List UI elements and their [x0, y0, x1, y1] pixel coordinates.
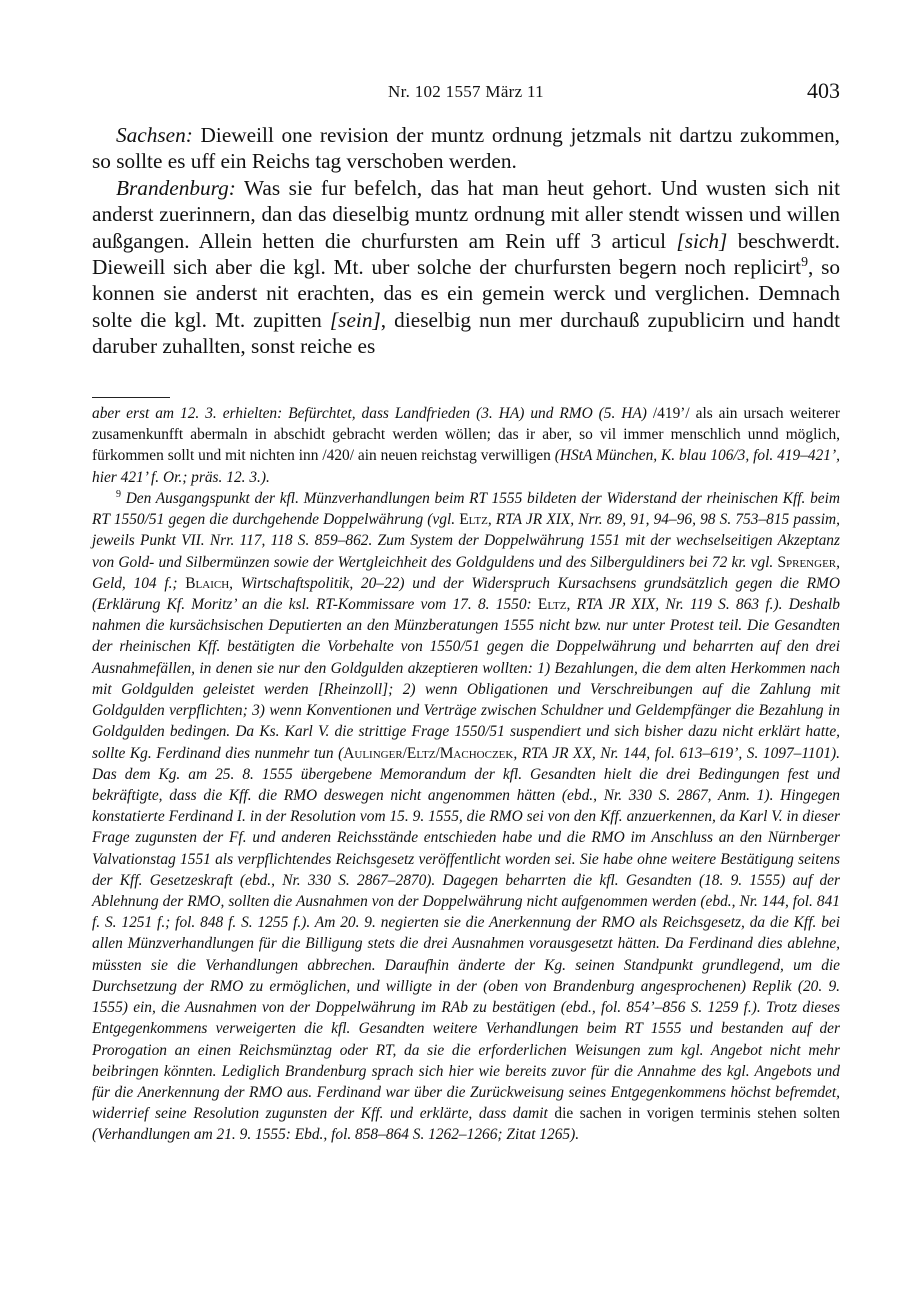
running-header: [92, 78, 840, 108]
footnote-text: aber erst am 12. 3. erhielten: Befürchtet, dass Landfrieden (3. HA) und RMO (5. HA): [92, 405, 647, 422]
footnote-divider: [92, 397, 170, 398]
main-text: [92, 122, 840, 360]
speaker-sachsen: Sachsen:: [116, 123, 193, 147]
footnote-text: Den Ausgangspunkt der kfl. Münzverhandlungen beim RT 1555 bildeten der Widerstand der rheinischen Kff. beim RT 1550/51 gegen die durchgehende Doppelwährung (vgl.: [92, 489, 840, 529]
running-head: Nr. 102 1557 März 11: [388, 82, 544, 101]
footnote-text: , RTA JR XIX, Nr. 119 S. 863 f.). Deshalb nahmen die kursächsischen Deputierten an den Münzberatungen 1555 nicht bzw. nur unter Protest teil. Die Gesandten der rheinischen Kff. bestätigten die Vorbehalte von 1550/51 gegen die Doppelwährung und beharrten auf den drei Ausnahmefällen, in denen sie nur den Goldgulden akzeptieren wollten: 1) Bezahlungen, die dem alten Herkommen nach mit Goldgulden geleistet werden [Rheinzoll]; 2) wenn Obligationen und Verschreibungen auf die Zahlung mit Goldgulden verpflichten; 3) wenn Konventionen und Verträge zwischen Schuldner und Geldempfänger die Bezahlung in Goldgulden bedingen. Da Ks. Karl V. die strittige Frage 1550/51 suspendiert und sich bisher dazu nicht erklärt hatte, sollte Kg. Ferdinand dies nunmehr tun (: [92, 595, 840, 762]
editorial-insertion: [sich]: [676, 228, 728, 253]
author-name: Sprenger: [777, 553, 837, 571]
footnote-quote: die sachen in vorigen terminis stehen solten: [554, 1105, 840, 1123]
paragraph-brandenburg: [92, 175, 840, 360]
page-number: 403: [807, 78, 840, 103]
footnote-9: [92, 488, 840, 1146]
footnote-quote: /419’/ als ain ursach weiterer zusamenkunfft abermaln in abschidt gebracht werden wöllen; das ir aber, so vil immer menschlich unnd möglich, fürkommen sollt und mit nichten inn /420/ ain neuen reichstag verwilligen: [92, 405, 840, 465]
paragraph-text: Dieweill one revision der muntz ordnung jetzmals nit dartzu zukommen, so sollte es uff ein Reichs tag verschoben werden.: [92, 123, 840, 174]
editorial-insertion: [sein]: [329, 307, 381, 332]
footnote-marker: 9: [116, 488, 121, 500]
author-name: Eltz: [459, 511, 488, 529]
footnote-reference[interactable]: 9: [801, 253, 808, 269]
paragraph-text: beschwerdt. Dieweill sich aber die kgl. Mt. uber solche der churfursten begern noch replicirt: [92, 228, 841, 280]
footnotes: [92, 403, 840, 1146]
author-name: Aulinger/Eltz/Machoczek: [343, 744, 514, 762]
paragraph-sachsen: [92, 122, 840, 175]
speaker-brandenburg: Brandenburg:: [116, 175, 236, 200]
footnote-text: , Geld, 104 f.;: [92, 553, 840, 592]
footnote-source: (HStA München, K. blau 106/3, fol. 419–421’, hier 421’ f. Or.; präs. 12. 3.).: [92, 447, 840, 486]
author-name: Eltz: [537, 595, 567, 613]
footnote-text: , Wirtschaftspolitik, 20–22) und der Widerspruch Kursachsens grundsätzlich gegen die RMO (Erklärung Kf. Moritz’ an die ksl. RT-Kommissare vom 17. 8. 1550:: [92, 574, 840, 613]
paragraph-text: , dieselbig nun mer durchauß zupublicirn und handt daruber zuhallten, sonst reiche es: [92, 307, 840, 359]
footnote-source: (Verhandlungen am 21. 9. 1555: Ebd., fol. 858–864 S. 1262–1266; Zitat 1265).: [92, 1126, 580, 1144]
paragraph-text: Was sie fur befelch, das hat man heut gehort. Und wusten sich nit anderst zuerinnern, dan das dieselbig muntz ordnung mit aller stendt wissen und willen außgangen. Allein hetten die churfursten am Rein uff 3 articul: [92, 175, 840, 253]
footnote-text: , RTA JR XX, Nr. 144, fol. 613–619’, S. 1097–1101). Das dem Kg. am 25. 8. 1555 übergebene Memorandum der kfl. Gesandten hielt die drei Bedingungen fest und bekräftigte, dass die Kff. die RMO deswegen nicht angenommen hätten (ebd., Nr. 330 S. 2867, Anm. 1). Hingegen konstatierte Ferdinand I. in der Resolution vom 15. 9. 1555, die RMO sei von den Kff. anzuerkennen, da Karl V. in dieser Frage zugunsten der Ff. und anderen Reichsstände entschieden habe und die RMO im Anschluss an den Nürnberger Valvationstag 1551 als verpflichtendes Reichsgesetz veröffentlicht worden sei. Sie habe ohne weitere Bestätigung seitens der Kff. Gesetzeskraft (ebd., Nr. 330 S. 2867–2870). Dagegen beharrten die kfl. Gesandten (18. 9. 1555) auf der Ablehnung der RMO, sollten die Ausnahmen von der Doppelwährung nicht aufgenommen werden (ebd., Nr. 144, fol. 841 f. S. 1251 f.; fol. 848 f. S. 1255 f.). Am 20. 9. negierten sie die Anerkennung der RMO als Reichsgesetz, da die Kff. bei allen Münzverhandlungen für die Billigung stets die drei Ausnahmen vorausgesetzt hätten. Da Ferdinand dies ablehne, müssten sie die Verhandlungen abbrechen. Daraufhin änderte der Kg. seinen Standpunkt grundlegend, um die Durchsetzung der RMO zu ermöglichen, und willigte in der (oben von Brandenburg angesprochenen) Replik (20. 9. 1555) ein, die Ausnahmen von der Doppelwährung im RAb zu bestätigen (ebd., fol. 854’–856 S. 1259 f.). Trotz dieses Entgegenkommens verweigerten die kfl. Gesandten weitere Verhandlungen beim RT 1555 und bestanden auf der Prorogation an einen Reichsmünztag oder RT, da sie die erforderlichen Weisungen zum kgl. Angebot nicht mehr beibringen könnten. Lediglich Brandenburg sprach sich hier wie bereits zuvor für die Annahme des kgl. Angebots und für die Anerkennung der RMO aus. Ferdinand war über die Zurückweisung seines Entgegenkommens höchst befremdet, widerrief seine Resolution zugunsten der Kff. und erklärte, dass damit: [92, 744, 840, 1123]
paragraph-text: , so konnen sie anderst nit erachten, das es ein gemein werck und verglichen. Demnach solte die kgl. Mt. zupitten: [92, 255, 841, 332]
author-name: Blaich: [185, 574, 230, 592]
footnote-continuation: [92, 403, 840, 488]
footnote-text: , RTA JR XIX, Nrr. 89, 91, 94–96, 98 S. 753–815 passim, jeweils Punkt VII. Nrr. 117, 118 S. 859–862. Zum System der Doppelwährung 1551 mit der wechselseitigen Akzeptanz von Gold- und Silbermünzen sowie der Wertgleichheit des Goldguldens und des Silberguldiners bei 72 kr. vgl.: [92, 511, 840, 571]
